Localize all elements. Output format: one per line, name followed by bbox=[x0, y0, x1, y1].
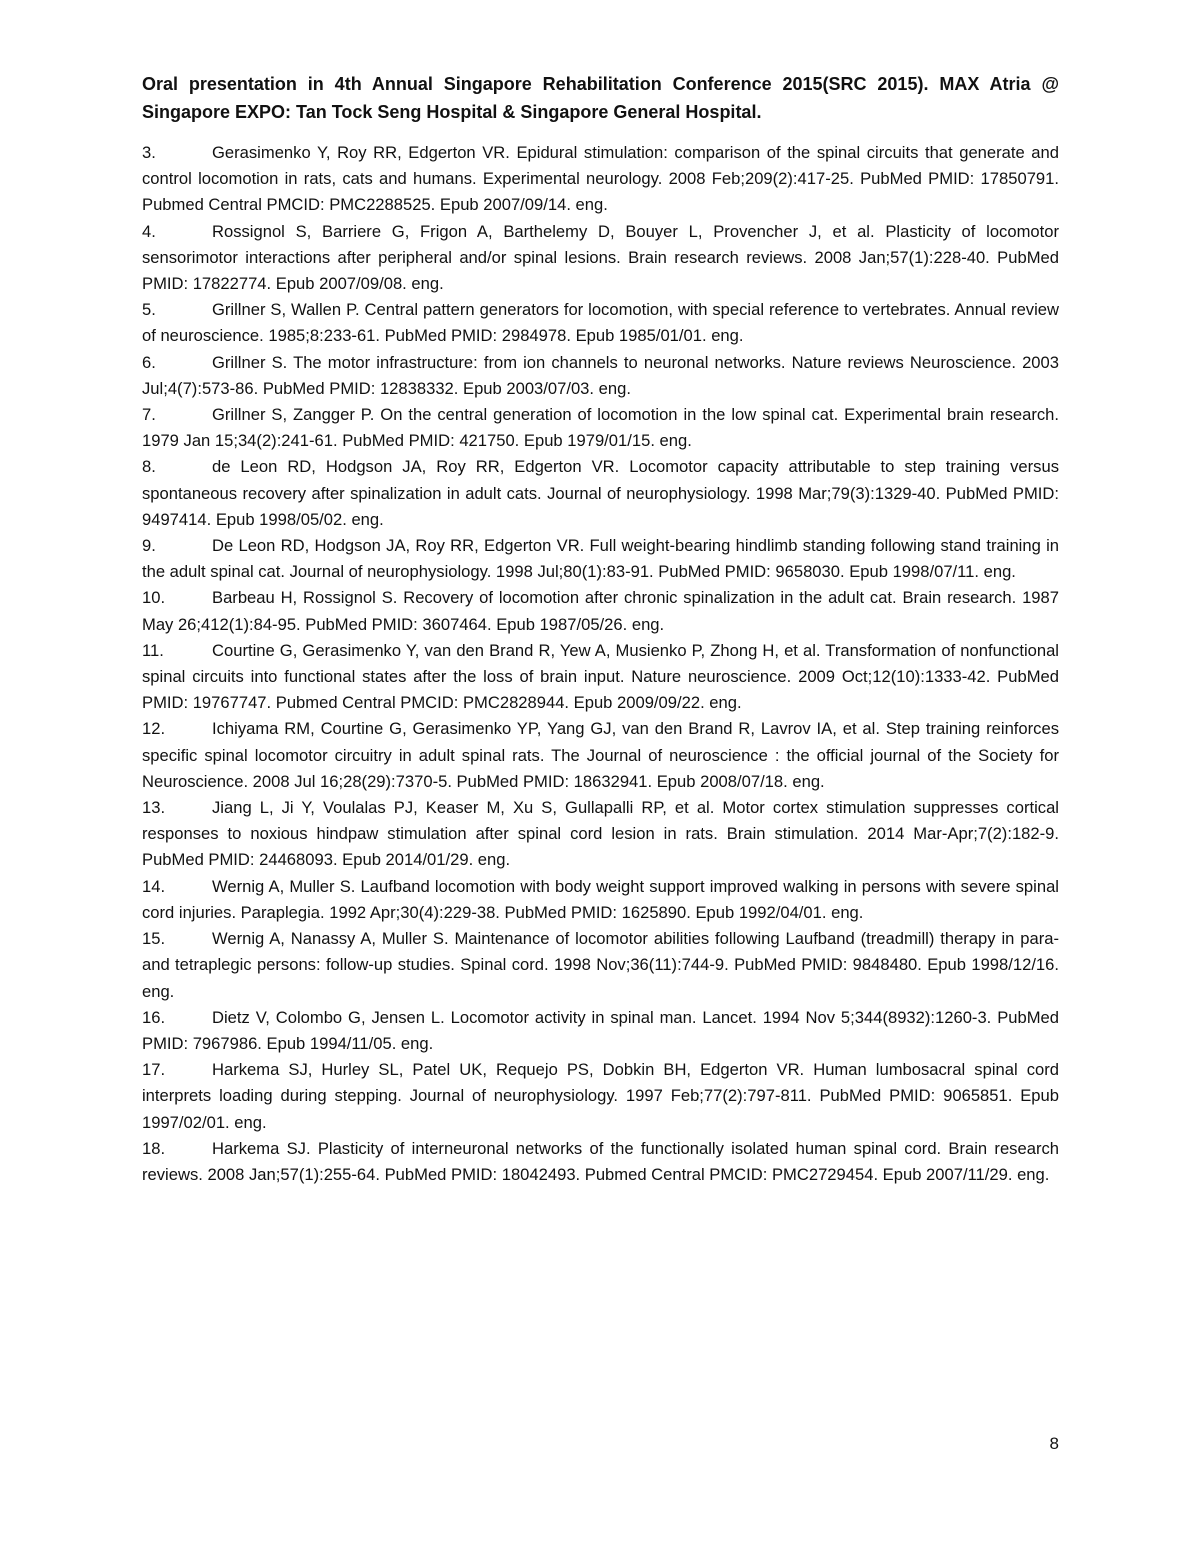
reference-text: Harkema SJ. Plasticity of interneuronal networks of the functionally isolated human spinal cord. Brain research reviews. 2008 Jan;57(1):255-64. PubMed PMID: 18042493. Pubmed Central PMCID: PMC2729454. Epub 2007/11/29. eng. bbox=[142, 1138, 1059, 1184]
document-page bbox=[142, 70, 1059, 1188]
reference-number: 11. bbox=[142, 640, 164, 660]
reference-number: 9. bbox=[142, 536, 156, 556]
reference-item bbox=[142, 402, 1059, 454]
conference-header: Oral presentation in 4th Annual Singapore Rehabilitation Conference 2015(SRC 2015). MAX Atria @ Singapore EXPO: Tan Tock Seng Hospital & Singapore General Hospital. bbox=[142, 74, 1059, 122]
reference-item bbox=[142, 585, 1059, 637]
reference-item bbox=[142, 140, 1059, 219]
reference-item bbox=[142, 638, 1059, 717]
reference-item bbox=[142, 297, 1059, 349]
reference-number: 16. bbox=[142, 1007, 166, 1027]
reference-text: Grillner S. The motor infrastructure: from ion channels to neuronal networks. Nature reviews Neuroscience. 2003 Jul;4(7):573-86. PubMed PMID: 12838332. Epub 2003/07/03. eng. bbox=[142, 352, 1059, 398]
reference-number: 4. bbox=[142, 221, 156, 241]
reference-item bbox=[142, 716, 1059, 795]
reference-number: 15. bbox=[142, 929, 166, 949]
reference-item bbox=[142, 1005, 1059, 1057]
page-number: 8 bbox=[1049, 1434, 1059, 1453]
reference-item bbox=[142, 454, 1059, 533]
reference-item bbox=[142, 795, 1059, 874]
reference-text: de Leon RD, Hodgson JA, Roy RR, Edgerton VR. Locomotor capacity attributable to step training versus spontaneous recovery after spinalization in adult cats. Journal of neurophysiology. 1998 Mar;79(3):1329-40. PubMed PMID: 9497414. Epub 1998/05/02. eng. bbox=[142, 457, 1059, 529]
reference-item bbox=[142, 1057, 1059, 1136]
reference-text: Grillner S, Wallen P. Central pattern generators for locomotion, with special reference to vertebrates. Annual review of neuroscience. 1985;8:233-61. PubMed PMID: 2984978. Epub 1985/01/01. eng. bbox=[142, 300, 1059, 346]
reference-item bbox=[142, 219, 1059, 298]
reference-list bbox=[142, 140, 1059, 1188]
reference-item bbox=[142, 926, 1059, 1005]
reference-text: Grillner S, Zangger P. On the central generation of locomotion in the low spinal cat. Experimental brain research. 1979 Jan 15;34(2):241-61. PubMed PMID: 421750. Epub 1979/01/15. eng. bbox=[142, 405, 1059, 451]
reference-text: Gerasimenko Y, Roy RR, Edgerton VR. Epidural stimulation: comparison of the spinal circuits that generate and control locomotion in rats, cats and humans. Experimental neurology. 2008 Feb;209(2):417-25. PubMed PMID: 17850791. Pubmed Central PMCID: PMC2288525. Epub 2007/09/14. eng. bbox=[142, 143, 1059, 215]
reference-text: Courtine G, Gerasimenko Y, van den Brand R, Yew A, Musienko P, Zhong H, et al. Transformation of nonfunctional spinal circuits into functional states after the loss of brain input. Nature neuroscience. 2009 Oct;12(10):1333-42. PubMed PMID: 19767747. Pubmed Central PMCID: PMC2828944. Epub 2009/09/22. eng. bbox=[142, 640, 1059, 713]
reference-item bbox=[142, 350, 1059, 402]
reference-number: 3. bbox=[142, 143, 156, 162]
reference-item bbox=[142, 533, 1059, 585]
reference-number: 5. bbox=[142, 300, 156, 320]
reference-text: Harkema SJ, Hurley SL, Patel UK, Requejo PS, Dobkin BH, Edgerton VR. Human lumbosacral spinal cord interprets loading during stepping. Journal of neurophysiology. 1997 Feb;77(2):797-811. PubMed PMID: 9065851. Epub 1997/02/01. eng. bbox=[142, 1060, 1059, 1132]
reference-number: 10. bbox=[142, 588, 166, 608]
reference-text: Dietz V, Colombo G, Jensen L. Locomotor activity in spinal man. Lancet. 1994 Nov 5;344(8932):1260-3. PubMed PMID: 7967986. Epub 1994/11/05. eng. bbox=[142, 1007, 1059, 1053]
reference-number: 17. bbox=[142, 1060, 166, 1080]
reference-number: 8. bbox=[142, 457, 156, 477]
reference-text: Wernig A, Muller S. Laufband locomotion with body weight support improved walking in persons with severe spinal cord injuries. Paraplegia. 1992 Apr;30(4):229-38. PubMed PMID: 1625890. Epub 1992/04/01. eng. bbox=[142, 876, 1059, 922]
reference-text: Jiang L, Ji Y, Voulalas PJ, Keaser M, Xu S, Gullapalli RP, et al. Motor cortex stimulation suppresses cortical responses to noxious hindpaw stimulation after spinal cord lesion in rats. Brain stimulation. 2014 Mar-Apr;7(2):182-9. PubMed PMID: 24468093. Epub 2014/01/29. eng. bbox=[142, 798, 1059, 870]
reference-number: 7. bbox=[142, 405, 156, 425]
reference-item bbox=[142, 874, 1059, 926]
reference-number: 14. bbox=[142, 876, 166, 896]
reference-text: Barbeau H, Rossignol S. Recovery of locomotion after chronic spinalization in the adult cat. Brain research. 1987 May 26;412(1):84-95. PubMed PMID: 3607464. Epub 1987/05/26. eng. bbox=[142, 588, 1059, 634]
reference-item bbox=[142, 1136, 1059, 1188]
reference-number: 12. bbox=[142, 719, 166, 739]
reference-number: 18. bbox=[142, 1138, 166, 1158]
reference-number: 6. bbox=[142, 352, 156, 372]
reference-text: Ichiyama RM, Courtine G, Gerasimenko YP, Yang GJ, van den Brand R, Lavrov IA, et al. Step training reinforces specific spinal locomotor circuitry in adult spinal rats. The Journal of neuroscience : the official journal of the Society for Neuroscience. 2008 Jul 16;28(29):7370-5. PubMed PMID: 18632941. Epub 2008/07/18. eng. bbox=[142, 719, 1059, 791]
reference-number: 13. bbox=[142, 798, 166, 818]
reference-text: Rossignol S, Barriere G, Frigon A, Barthelemy D, Bouyer L, Provencher J, et al. Plasticity of locomotor sensorimotor interactions after peripheral and/or spinal lesions. Brain research reviews. 2008 Jan;57(1):228-40. PubMed PMID: 17822774. Epub 2007/09/08. eng. bbox=[142, 221, 1059, 294]
reference-text: De Leon RD, Hodgson JA, Roy RR, Edgerton VR. Full weight-bearing hindlimb standing following stand training in the adult spinal cat. Journal of neurophysiology. 1998 Jul;80(1):83-91. PubMed PMID: 9658030. Epub 1998/07/11. eng. bbox=[142, 536, 1059, 582]
reference-text: Wernig A, Nanassy A, Muller S. Maintenance of locomotor abilities following Laufband (treadmill) therapy in para- and tetraplegic persons: follow-up studies. Spinal cord. 1998 Nov;36(11):744-9. PubMed PMID: 9848480. Epub 1998/12/16. eng. bbox=[142, 929, 1059, 1001]
